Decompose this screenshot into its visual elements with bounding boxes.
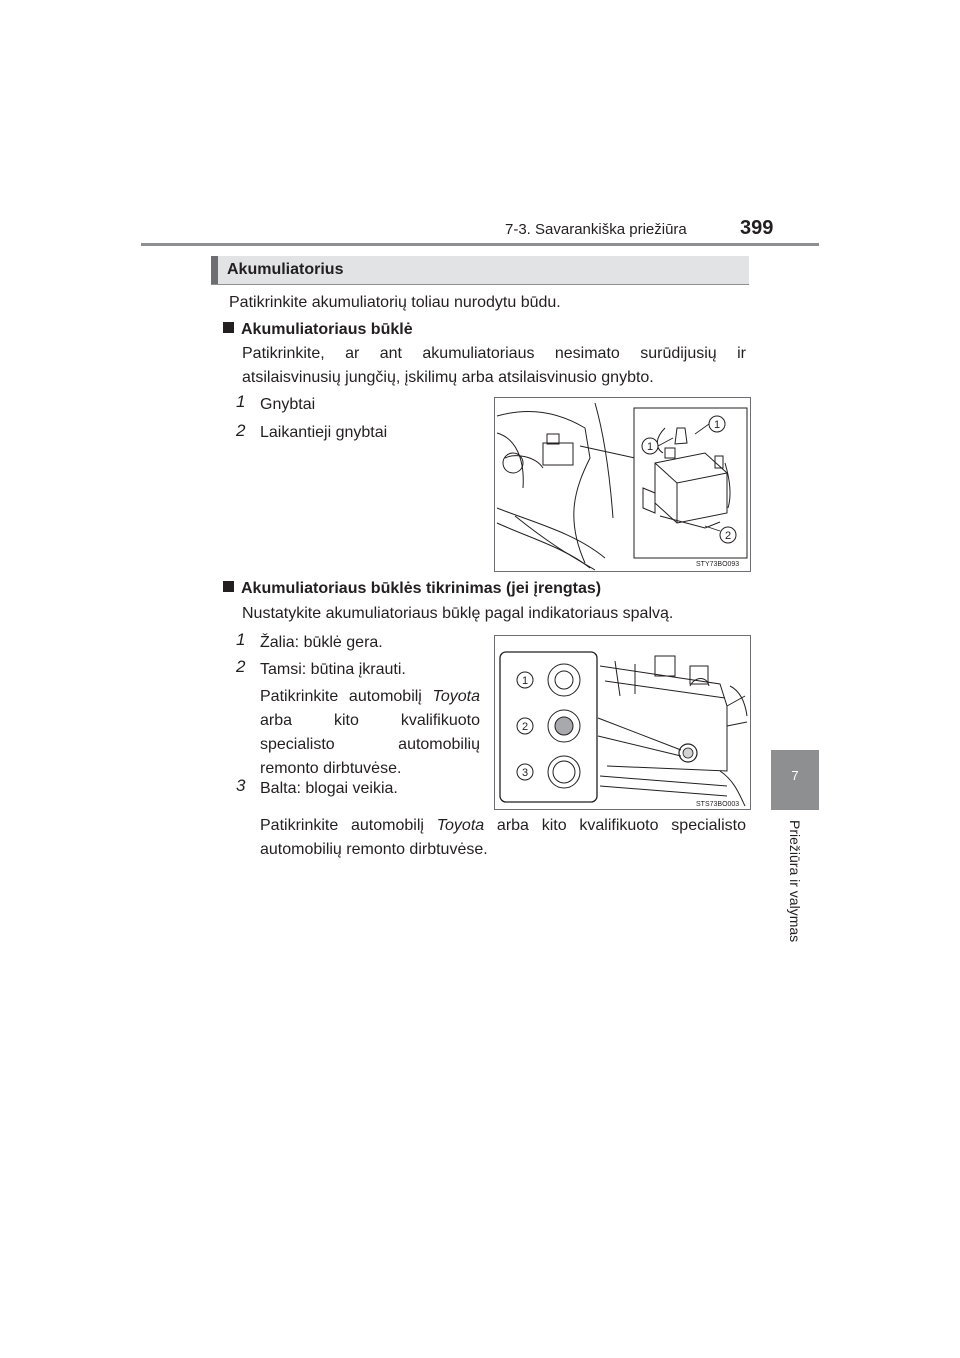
note3-text-post: arba kito kvalifikuoto specialisto automobilių remonto dirbtuvėse.: [260, 817, 746, 858]
note2-text-pre: Patikrinkite automobilį: [260, 688, 433, 705]
figure1-code: STY73BO093: [696, 561, 740, 568]
note3-brand: Toyota: [436, 817, 485, 834]
block1-heading: [223, 318, 413, 342]
square-bullet-icon: [223, 322, 234, 333]
block2-note-3: [260, 814, 746, 862]
block2-heading: [223, 577, 601, 601]
block2-item-2: [236, 657, 245, 677]
block1-item-1-label: Gnybtai: [260, 396, 316, 413]
section-title: Akumuliatorius: [227, 261, 344, 278]
intro-text: Patikrinkite akumuliatorių toliau nurodytu būdu.: [229, 294, 561, 311]
note2-brand: Toyota: [432, 688, 480, 705]
block1-item-1: [236, 392, 245, 412]
figure2-callout-2: 2: [521, 721, 529, 733]
block2-note-2: [260, 685, 480, 781]
block2-item-1-label: Žalia: būklė gera.: [260, 634, 383, 651]
number-3-icon: 3: [236, 776, 246, 795]
figure1-callout-1b: 1: [713, 419, 721, 431]
chapter-number: 7: [791, 768, 799, 783]
header-rule: [141, 243, 819, 246]
chapter-label: Priežiūra ir valymas: [787, 820, 803, 943]
block2-item-2-label: Tamsi: būtina įkrauti.: [260, 661, 406, 678]
block2-heading-text: Akumuliatoriaus būklės tikrinimas (jei įrengtas): [241, 580, 602, 597]
number-2-icon: 2: [236, 421, 246, 440]
figure2-callout-3: 3: [521, 767, 529, 779]
running-header-section: 7-3. Savarankiška priežiūra: [505, 221, 687, 238]
number-1-icon: 1: [236, 630, 246, 649]
block2-item-3-label: Balta: blogai veikia.: [260, 780, 398, 797]
battery-indicator-figure: [494, 635, 751, 810]
figure1-callout-2: 2: [724, 530, 732, 542]
block2-text: Nustatykite akumuliatoriaus būklę pagal indikatoriaus spalvą.: [242, 605, 674, 622]
block2-item-3: [236, 776, 245, 796]
page-number: 399: [740, 217, 774, 239]
chapter-tab: [771, 750, 819, 810]
block1-heading-text: Akumuliatoriaus būklė: [241, 321, 413, 338]
block2-item-1: [236, 630, 245, 650]
number-1-icon: 1: [236, 392, 246, 411]
note3-text-pre: Patikrinkite automobilį: [260, 817, 437, 834]
figure2-callout-1: 1: [521, 675, 529, 687]
figure2-code: STS73BO003: [696, 801, 740, 808]
battery-illustration: [495, 398, 750, 571]
note2-text-post: arba kito kvalifikuoto specialisto automobilių remonto dirbtuvėse.: [260, 712, 480, 777]
block1-item-2: [236, 421, 245, 441]
number-2-icon: 2: [236, 657, 246, 676]
indicator-illustration: [495, 636, 750, 809]
square-bullet-icon: [223, 581, 234, 592]
battery-terminals-figure: [494, 397, 751, 572]
block1-item-2-label: Laikantieji gnybtai: [260, 424, 388, 441]
figure1-callout-1a: 1: [646, 441, 654, 453]
section-header: [211, 256, 749, 285]
block1-text: Patikrinkite, ar ant akumuliatoriaus nesimato surūdijusių ir atsilaisvinusių jungčių, įskilimų arba atsilaisvinusio gnybto.: [242, 345, 746, 386]
section-accent: [211, 256, 218, 284]
